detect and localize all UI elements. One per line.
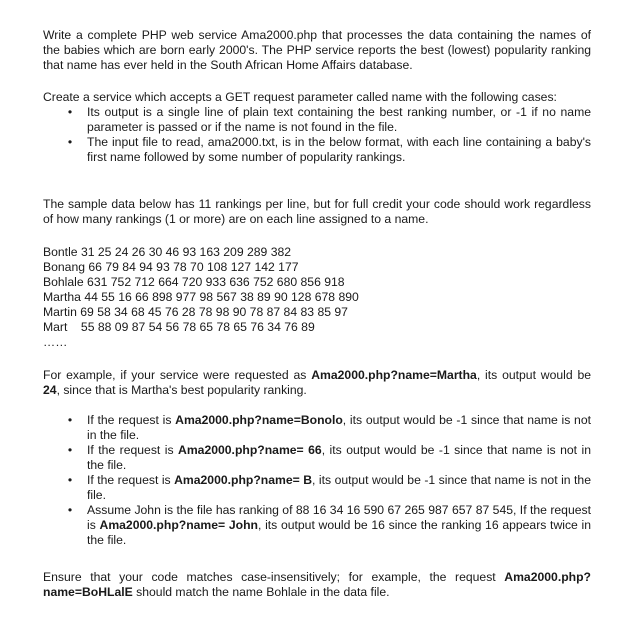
case-item: • The input file to read, ama2000.txt, is in the below format, with each line containing a baby's first name followed by some number of popularity rankings. (43, 135, 591, 165)
data-line: Martin 69 58 34 68 45 76 28 78 98 90 78 87 84 83 85 97 (43, 305, 348, 319)
bullet-icon: • (67, 135, 73, 149)
data-line-ellipsis: …… (43, 335, 68, 349)
bullet-icon: • (67, 473, 73, 487)
example-item: • If the request is Ama2000.php?name= B, its output would be -1 since that name is not in the file. (43, 473, 591, 503)
bullet-icon: • (67, 503, 73, 517)
example-paragraph: For example, if your service were requested as Ama2000.php?name=Martha, its output would be 24, since that is Martha's best popularity ranking. (43, 368, 591, 397)
data-line: Bonang 66 79 84 94 93 78 70 108 127 142 177 (43, 260, 299, 274)
example-item: • If the request is Ama2000.php?name=Bonolo, its output would be -1 since that name is not in the file. (43, 413, 591, 443)
case-insensitive-paragraph: Ensure that your code matches case-insensitively; for example, the request Ama2000.php?name=BoHLalE should match the name Bohlale in the data file. (43, 570, 591, 599)
data-line: Martha 44 55 16 66 898 977 98 567 38 89 90 128 678 890 (43, 290, 359, 304)
cases-intro: Create a service which accepts a GET request parameter called name with the following cases: (43, 90, 557, 104)
bullet-icon: • (67, 413, 73, 427)
data-line: Bontle 31 25 24 26 30 46 93 163 209 289 382 (43, 245, 292, 259)
bullet-icon: • (67, 443, 73, 457)
bullet-icon: • (67, 105, 73, 119)
example-item: • Assume John is the file has ranking of 88 16 34 16 590 67 265 987 657 87 545, If the request is Ama2000.php?name= John, its output would be 16 since the ranking 16 appears twice in the file. (43, 503, 591, 548)
example-item: • If the request is Ama2000.php?name= 66, its output would be -1 since that name is not in the file. (43, 443, 591, 473)
data-line: Bohlale 631 752 712 664 720 933 636 752 680 856 918 (43, 275, 345, 289)
sample-data-note: The sample data below has 11 rankings per line, but for full credit your code should work regardless of how many rankings (1 or more) are on each line assigned to a name. (43, 197, 591, 226)
data-line: Mart 55 88 09 87 54 56 78 65 78 65 76 34 76 89 (43, 320, 315, 334)
examples-list (43, 413, 591, 548)
cases-section (43, 90, 591, 165)
case-item: • Its output is a single line of plain text containing the best ranking number, or -1 if no name parameter is passed or if the name is not found in the file. (43, 105, 591, 135)
sample-data-block (43, 245, 591, 350)
examples-section (43, 413, 591, 548)
cases-list (43, 105, 591, 165)
intro-paragraph: Write a complete PHP web service Ama2000.php that processes the data containing the names of the babies which are born early 2000's. The PHP service reports the best (lowest) popularity ranking that name has ever held in the South African Home Affairs database. (43, 28, 591, 72)
